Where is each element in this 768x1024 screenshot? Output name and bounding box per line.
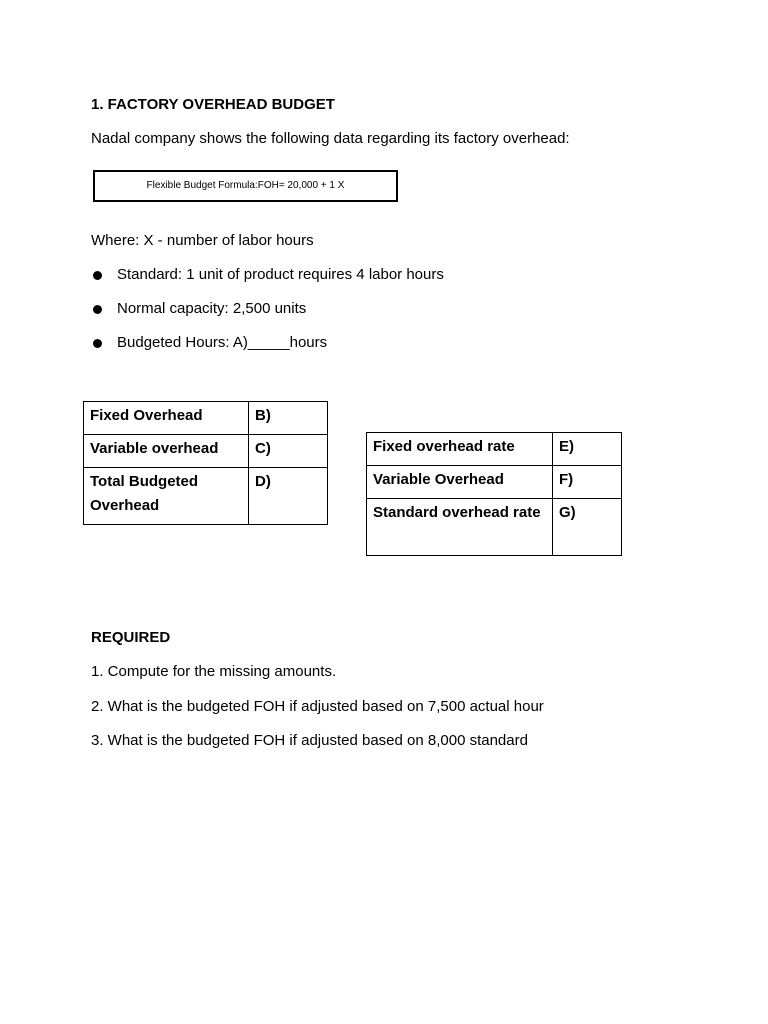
table-cell-label: Variable Overhead — [367, 466, 553, 499]
table-cell-label: Total Budgeted Overhead — [84, 468, 249, 525]
table-row — [84, 435, 328, 468]
bullet-icon — [93, 339, 102, 348]
table-row — [367, 499, 622, 556]
table-cell-value: B) — [249, 402, 328, 435]
formula-text: Flexible Budget Formula:FOH= 20,000 + 1 X — [146, 180, 345, 191]
bullet-item — [93, 299, 306, 319]
formula-box — [93, 170, 398, 202]
bullet-item — [93, 265, 444, 285]
intro-text: Nadal company shows the following data regarding its factory overhead: — [91, 130, 570, 147]
bullet-text: Budgeted Hours: A)_____hours — [117, 334, 328, 351]
budget-table — [83, 401, 328, 525]
table-cell-label: Fixed Overhead — [84, 402, 249, 435]
table-cell-value: G) — [553, 499, 622, 556]
bullet-item — [93, 333, 327, 353]
table-cell-value: D) — [249, 468, 328, 525]
table-row — [367, 433, 622, 466]
required-heading: REQUIRED — [91, 629, 171, 646]
table-cell-value: C) — [249, 435, 328, 468]
table-row — [84, 468, 328, 525]
bullet-text: Standard: 1 unit of product requires 4 labor hours — [117, 266, 444, 283]
where-text: Where: X - number of labor hours — [91, 232, 314, 249]
table-cell-value: F) — [553, 466, 622, 499]
rates-table — [366, 432, 622, 556]
required-item: 3. What is the budgeted FOH if adjusted based on 8,000 standard — [91, 732, 528, 749]
table-cell-label: Standard overhead rate — [367, 499, 553, 556]
required-item: 1. Compute for the missing amounts. — [91, 663, 337, 680]
document-title: 1. FACTORY OVERHEAD BUDGET — [91, 96, 335, 113]
table-row — [367, 466, 622, 499]
table-row — [84, 402, 328, 435]
table-cell-label: Variable overhead — [84, 435, 249, 468]
bullet-text: Normal capacity: 2,500 units — [117, 300, 307, 317]
bullet-icon — [93, 305, 102, 314]
bullet-icon — [93, 271, 102, 280]
required-item: 2. What is the budgeted FOH if adjusted based on 7,500 actual hour — [91, 698, 544, 715]
table-cell-value: E) — [553, 433, 622, 466]
table-cell-label: Fixed overhead rate — [367, 433, 553, 466]
